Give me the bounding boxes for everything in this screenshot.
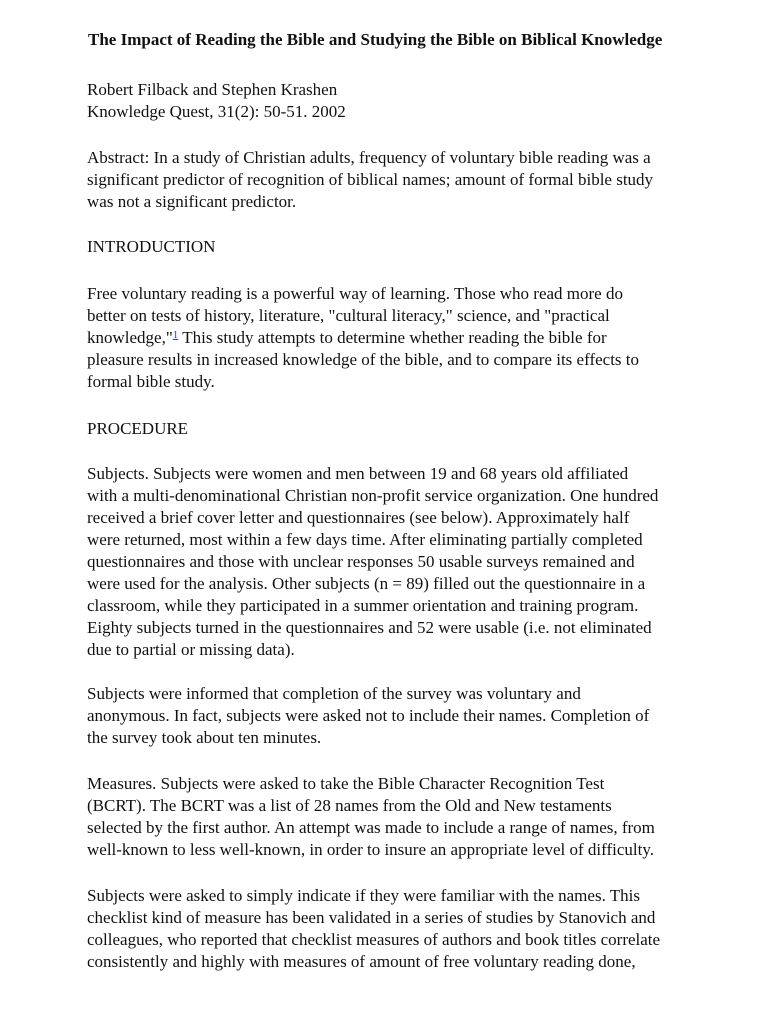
subjects-line: were used for the analysis. Other subjects (n = 89) filled out the questionnaire in a (87, 574, 646, 593)
measures-line: (BCRT). The BCRT was a list of 28 names from the Old and New testaments (87, 796, 612, 815)
subjects-line: classroom, while they participated in a summer orientation and training program. (87, 596, 639, 615)
introduction-paragraph (87, 283, 687, 393)
checklist-line: Subjects were asked to simply indicate if they were familiar with the names. This (87, 886, 640, 905)
informed-consent-paragraph (87, 683, 687, 749)
subjects-line: received a brief cover letter and questionnaires (see below). Approximately half (87, 508, 630, 527)
measures-line: Measures. Subjects were asked to take the Bible Character Recognition Test (87, 774, 605, 793)
informed-line: Subjects were informed that completion of the survey was voluntary and (87, 684, 581, 703)
footnote-link[interactable]: 1 (172, 329, 179, 341)
checklist-paragraph (87, 885, 687, 973)
checklist-line: checklist kind of measure has been validated in a series of studies by Stanovich and (87, 908, 656, 927)
subjects-line: with a multi-denominational Christian non-profit service organization. One hundred (87, 486, 659, 505)
citation: Knowledge Quest, 31(2): 50-51. 2002 (87, 102, 346, 121)
measures-line: well-known to less well-known, in order to insure an appropriate level of difficulty. (87, 840, 654, 859)
intro-line: pleasure results in increased knowledge of the bible, and to compare its effects to (87, 350, 640, 369)
subjects-line: Eighty subjects turned in the questionnaires and 52 were usable (i.e. not eliminated (87, 618, 652, 637)
intro-line: better on tests of history, literature, "cultural literacy," science, and "practical (87, 306, 610, 325)
subjects-line: were returned, most within a few days time. After eliminating partially completed (87, 530, 643, 549)
checklist-line: colleagues, who reported that checklist measures of authors and book titles correlate (87, 930, 661, 949)
intro-line-pre: knowledge," (87, 328, 173, 347)
intro-line: formal bible study. (87, 372, 215, 391)
informed-line: anonymous. In fact, subjects were asked not to include their names. Completion of (87, 706, 650, 725)
intro-line: Free voluntary reading is a powerful way of learning. Those who read more do (87, 284, 623, 303)
author-block (87, 79, 687, 123)
subjects-line: Subjects. Subjects were women and men between 19 and 68 years old affiliated (87, 464, 629, 483)
abstract-line: significant predictor of recognition of biblical names; amount of formal bible study (87, 170, 654, 189)
procedure-heading: PROCEDURE (87, 419, 189, 438)
abstract-paragraph (87, 147, 687, 213)
measures-paragraph (87, 773, 687, 861)
subjects-line: questionnaires and those with unclear responses 50 usable surveys remained and (87, 552, 635, 571)
checklist-line: consistently and highly with measures of amount of free voluntary reading done, (87, 952, 636, 971)
intro-line-post: This study attempts to determine whether reading the bible for (178, 328, 607, 347)
authors: Robert Filback and Stephen Krashen (87, 80, 338, 99)
paper-title: The Impact of Reading the Bible and Studying the Bible on Biblical Knowledge (88, 30, 663, 49)
informed-line: the survey took about ten minutes. (87, 728, 322, 747)
intro-line-with-footnote (87, 327, 687, 349)
subjects-line: due to partial or missing data). (87, 640, 295, 659)
abstract-line: was not a significant predictor. (87, 192, 297, 211)
abstract-line: Abstract: In a study of Christian adults, frequency of voluntary bible reading was a (87, 148, 651, 167)
introduction-heading: INTRODUCTION (87, 237, 216, 256)
subjects-paragraph (87, 463, 687, 661)
measures-line: selected by the first author. An attempt was made to include a range of names, from (87, 818, 655, 837)
